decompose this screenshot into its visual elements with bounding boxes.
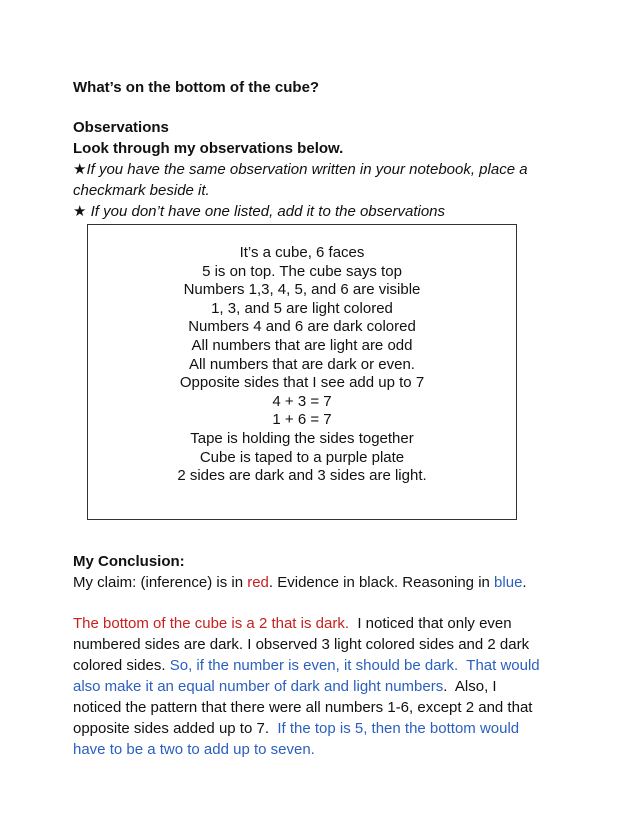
reasoning-text: So, if the number is even, it should be dark. That would: [169, 657, 540, 674]
reasoning-text: have to be a two to add up to seven.: [73, 741, 315, 758]
paragraph-line: [73, 676, 573, 697]
observations-heading: Observations: [73, 119, 169, 136]
legend-text: My claim: (inference) is in: [73, 574, 248, 591]
claim-text: The bottom of the cube is a 2 that is dark.: [73, 615, 349, 632]
legend-claim-color: red: [247, 574, 269, 591]
evidence-text: opposite sides added up to 7.: [73, 720, 278, 737]
instruction-1: [73, 159, 573, 180]
observation-item: 5 is on top. The cube says top: [202, 262, 402, 280]
observations-list: [88, 244, 516, 486]
conclusion-paragraph: [73, 613, 573, 760]
paragraph-line: [73, 634, 573, 655]
evidence-text: numbered sides are dark. I observed 3 light colored sides and 2 dark: [73, 636, 530, 653]
paragraph-line: [73, 613, 573, 634]
instruction-1-text: If you have the same observation written in your notebook, place a: [86, 161, 528, 178]
observation-item: 2 sides are dark and 3 sides are light.: [177, 467, 427, 485]
observation-item: Numbers 1,3, 4, 5, and 6 are visible: [183, 281, 421, 299]
observation-item: Cube is taped to a purple plate: [199, 448, 405, 466]
page-title: What’s on the bottom of the cube?: [73, 79, 320, 96]
conclusion-heading: My Conclusion:: [73, 553, 185, 570]
evidence-text: colored sides.: [73, 657, 170, 674]
observations-subheading: Look through my observations below.: [73, 140, 344, 157]
paragraph-line: [73, 718, 573, 739]
reasoning-text: If the top is 5, then the bottom would: [277, 720, 520, 737]
legend-text: . Evidence in black. Reasoning in: [268, 574, 495, 591]
observation-item: 1 + 6 = 7: [272, 411, 332, 429]
paragraph-line: [73, 697, 573, 718]
color-legend: [73, 572, 573, 593]
observation-item: Opposite sides that I see add up to 7: [179, 374, 425, 392]
evidence-text: . Also, I: [443, 678, 497, 695]
instruction-2: [73, 201, 573, 222]
observations-section: [73, 117, 573, 222]
observation-item: 1, 3, and 5 are light colored: [211, 299, 393, 317]
observation-item: All numbers that are light are odd: [191, 336, 413, 354]
star-icon: ★: [73, 161, 87, 178]
observation-item: It’s a cube, 6 faces: [239, 244, 365, 261]
observations-box: [87, 224, 517, 520]
instruction-2-text: If you don’t have one listed, add it to the observations: [86, 203, 446, 220]
reasoning-text: also make it an equal number of dark and light numbers: [73, 678, 444, 695]
star-icon: ★: [73, 203, 87, 220]
instruction-1-continued: checkmark beside it.: [73, 182, 210, 199]
legend-reasoning-color: blue: [494, 574, 523, 591]
legend-text: .: [522, 574, 527, 591]
conclusion-section: [73, 551, 573, 593]
observation-item: 4 + 3 = 7: [272, 392, 332, 410]
observation-item: Tape is holding the sides together: [190, 429, 414, 447]
observation-item: Numbers 4 and 6 are dark colored: [188, 318, 416, 336]
paragraph-line: [73, 739, 573, 760]
evidence-text: I noticed that only even: [348, 615, 512, 632]
observation-item: All numbers that are dark or even.: [189, 355, 415, 373]
paragraph-line: [73, 655, 573, 676]
evidence-text: noticed the pattern that there were all numbers 1-6, except 2 and that: [73, 699, 533, 716]
